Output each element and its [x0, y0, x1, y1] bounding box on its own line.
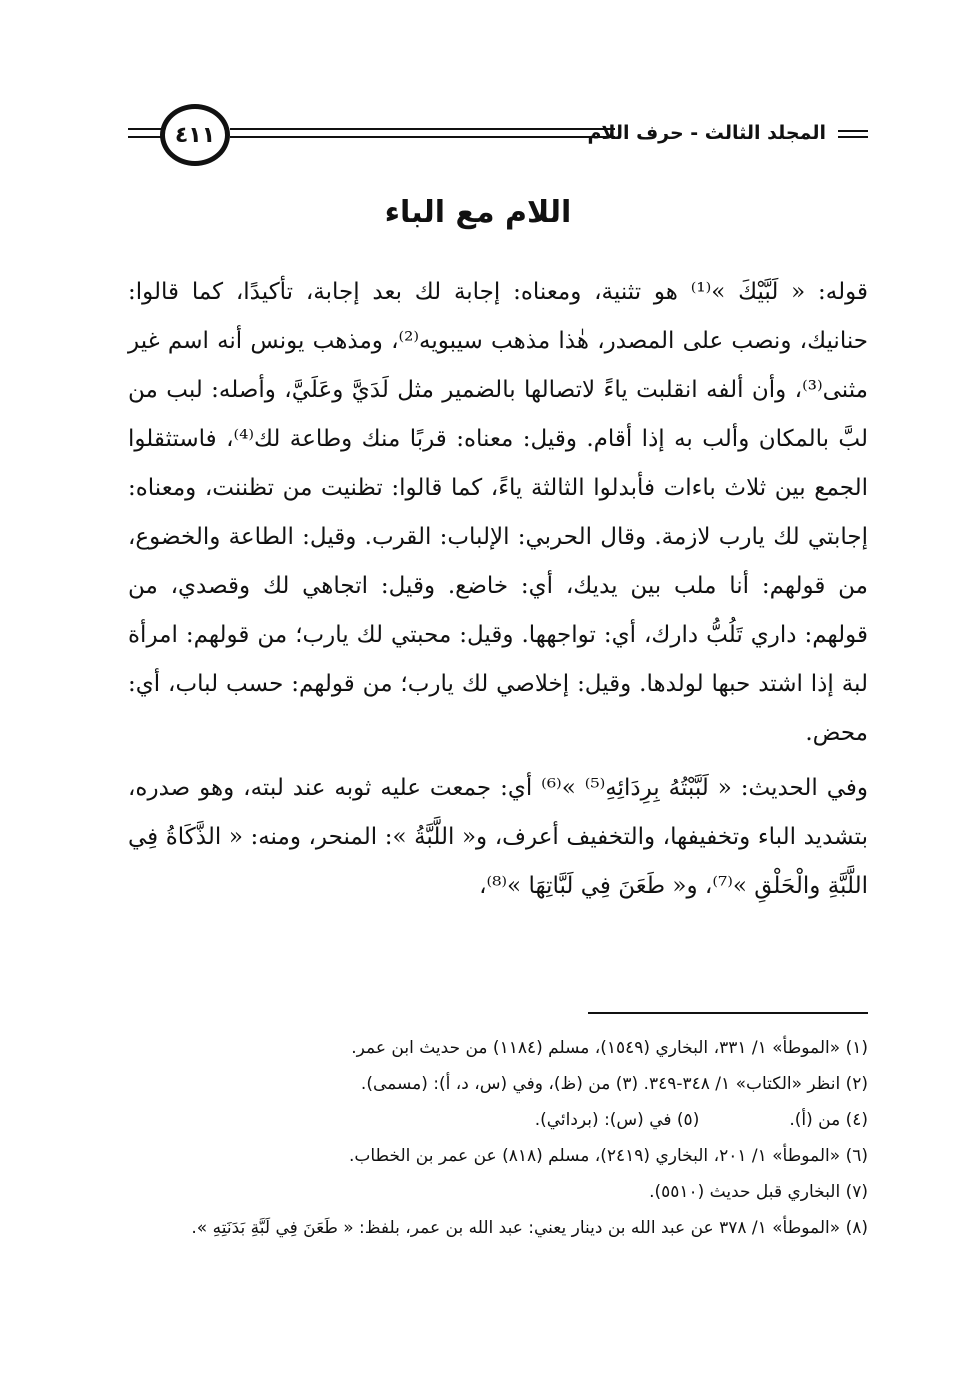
running-title: المجلد الثالث - حرف اللام: [587, 122, 826, 144]
header-rule-right-2: [230, 136, 615, 138]
section-title: اللام مع الباء: [384, 195, 572, 230]
footnote-separator: [588, 1012, 868, 1014]
footnote: (٢) انظر «الكتاب» ١/ ٣٤٨-٣٤٩. (٣) من (ظ)، وفي (س، د، أ): (مسمى).: [360, 1074, 868, 1094]
body-text: [128, 268, 868, 911]
footnote: (٧) البخاري قبل حديث (٥٥١٠).: [649, 1182, 868, 1202]
header-rule-right: [230, 128, 615, 130]
footnote: (٤) من (أ).: [789, 1110, 868, 1130]
footnotes: [150, 1030, 868, 1246]
header-rule-left-2: [128, 136, 164, 138]
body-paragraph: قوله: « لَبَّيْكَ »⁽¹⁾ هو تثنية، ومعناه: إجابة لك بعد إجابة، تأكيدًا، كما قالوا: حنانيك، ونصب على المصدر، هٰذا مذهب سيبويه⁽²⁾، ومذهب يونس أنه اسم غير مثنى⁽³⁾، وأن ألفه انقلبت ياءً لاتصالها بالضمير مثل لَدَيَّ وعَلَيَّ، وأصله: لبب من لبَّ بالمكان وألب به إذا أقام. وقيل: معناه: قربًا منك وطاعة لك⁽⁴⁾، فاستثقلوا الجمع بين ثلاث باءات فأبدلوا الثالثة ياءً، كما قالوا: تظنيت من تظننت، ومعناه: إجابتي لك يارب لازمة. وقال الحربي: الإلباب: القرب. وقيل: الطاعة والخضوع، من قولهم: أنا ملب بين يديك، أي: خاضع. وقيل: اتجاهي لك وقصدي، من قولهم: داري تَلُبُّ دارك، أي: تواجهها. وقيل: محبتي لك يارب؛ من قولهم: امرأة لبة إذا اشتد حبها لولدها. وقيل: إخلاصي لك يارب؛ من قولهم: حسب لباب، أي: محض.: [128, 279, 868, 746]
header-rule-left: [128, 128, 164, 130]
footnote-row: [150, 1102, 868, 1138]
footnote: (٨) «الموطأ» ١/ ٣٧٨ عن عبد الله بن دينار يعني: عبد الله بن عمر، بلفظ: « طَعَنَ فِي لَبَّةِ بَدَنَتِهِ ».: [191, 1218, 868, 1238]
footnote: (١) «الموطأ» ١/ ٣٣١، البخاري (١٥٤٩)، مسلم (١١٨٤) من حديث ابن عمر.: [351, 1038, 868, 1058]
header-rule-far-right: [838, 130, 868, 132]
page-header: [0, 100, 956, 180]
footnote: (٥) في (س): (بردائي).: [534, 1110, 700, 1130]
page-number: ٤١١: [174, 122, 216, 148]
body-paragraph: وفي الحديث: « لَبَّبْتُهُ بِرِدَائِهِ⁽⁵⁾ »⁽⁶⁾ أي: جمعت عليه ثوبه عند لبته، وهو صدره، بتشديد الباء وتخفيفها، والتخفيف أعرف، و« اللَّبَّةُ »: المنحر، ومنه: « الذَّكَاةُ فِي اللَّبَّةِ والْحَلْقِ »⁽⁷⁾، و« طَعَنَ فِي لَبَّاتِهَا »⁽⁸⁾،: [128, 775, 869, 899]
header-rule-far-right-2: [838, 136, 868, 138]
page-number-badge: [160, 104, 230, 166]
footnote: (٦) «الموطأ» ١/ ٢٠١، البخاري (٢٤١٩)، مسلم (٨١٨) عن عمر بن الخطاب.: [348, 1146, 868, 1166]
